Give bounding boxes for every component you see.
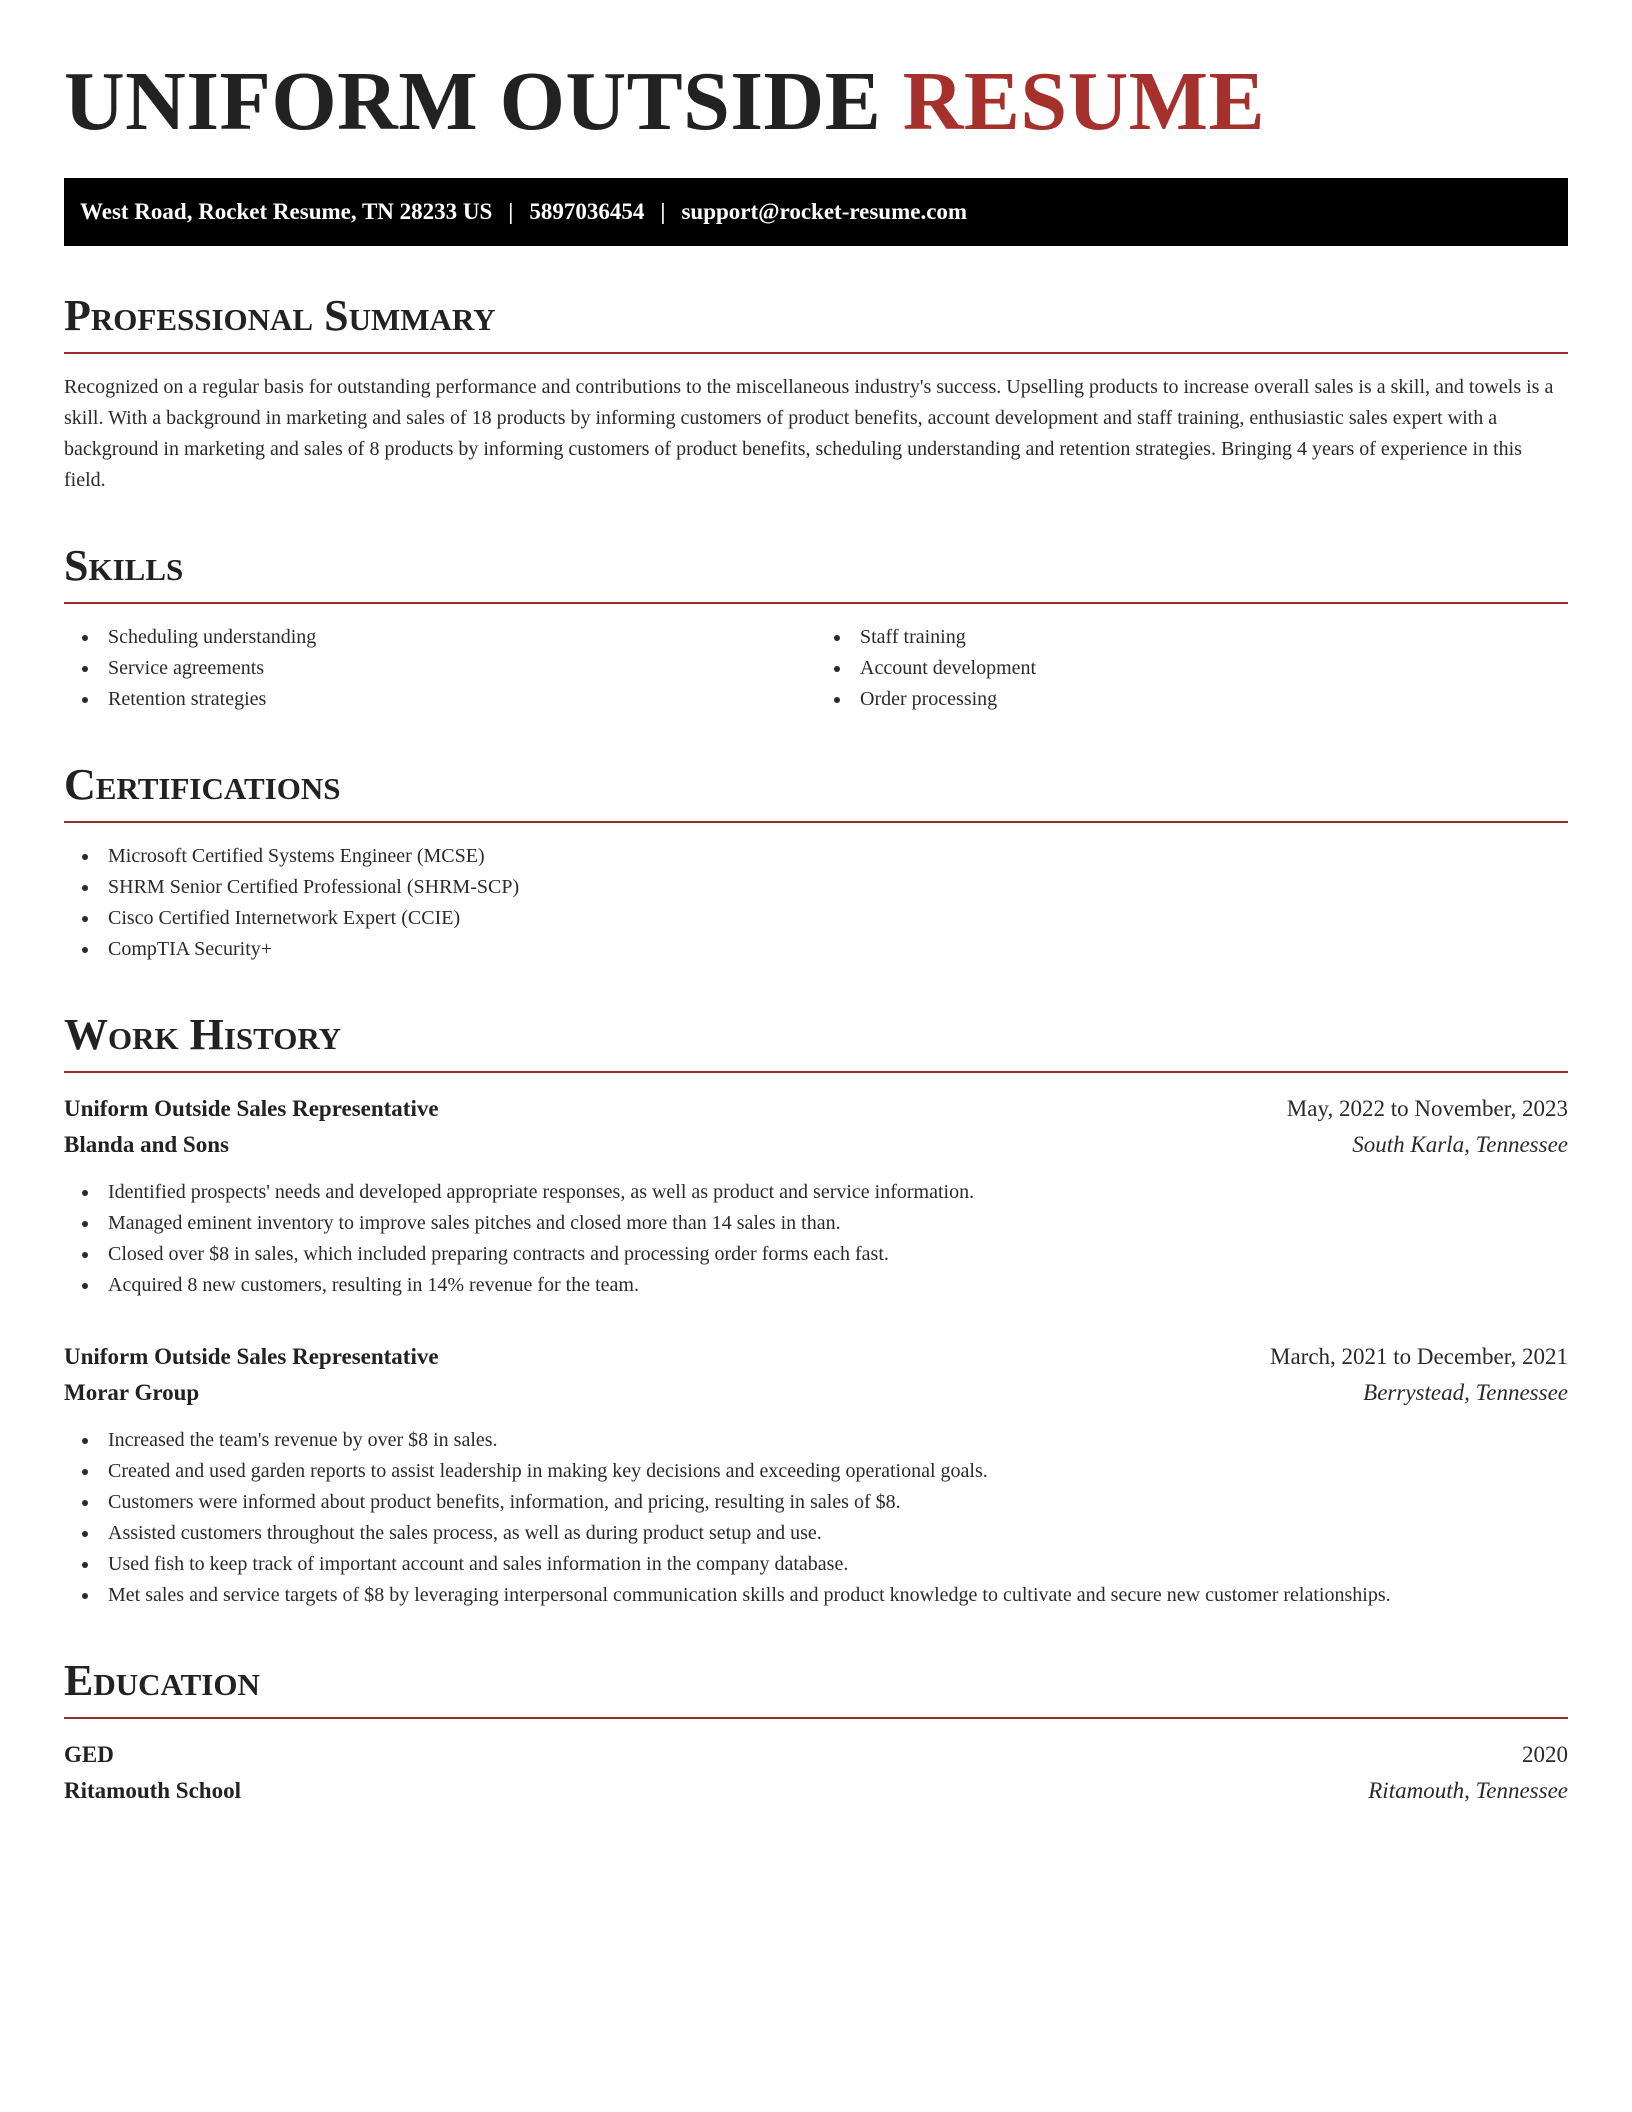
job-bullet: Assisted customers throughout the sales process, as well as during product setup and use. bbox=[108, 1518, 1568, 1549]
job-company-row bbox=[64, 1127, 1568, 1163]
skill-item: Account development bbox=[860, 653, 1568, 684]
job-bullet: Met sales and service targets of $8 by leveraging interpersonal communication skills and product knowledge to cultivate and secure new customer relationships. bbox=[108, 1580, 1568, 1611]
skill-item: Order processing bbox=[860, 684, 1568, 715]
job-bullet: Managed eminent inventory to improve sales pitches and closed more than 14 sales in than. bbox=[108, 1208, 1568, 1239]
job-bullets bbox=[64, 1425, 1568, 1611]
job-bullet: Customers were informed about product benefits, information, and pricing, resulting in sales of $8. bbox=[108, 1487, 1568, 1518]
skill-item: Scheduling understanding bbox=[108, 622, 816, 653]
contact-phone: 5897036454 bbox=[529, 199, 645, 224]
job-title: Uniform Outside Sales Representative bbox=[64, 1344, 439, 1369]
certification-item: SHRM Senior Certified Professional (SHRM-SCP) bbox=[108, 872, 1568, 903]
certification-item: CompTIA Security+ bbox=[108, 934, 1568, 965]
work-history-heading: Work History bbox=[64, 1010, 342, 1059]
job-location: South Karla, Tennessee bbox=[1352, 1132, 1568, 1157]
section-divider bbox=[64, 821, 1568, 823]
section-divider bbox=[64, 1717, 1568, 1719]
education-degree-row bbox=[64, 1737, 1568, 1773]
skill-item: Retention strategies bbox=[108, 684, 816, 715]
skills-heading: Skills bbox=[64, 541, 184, 590]
job-header-row bbox=[64, 1339, 1568, 1375]
job-company: Morar Group bbox=[64, 1380, 200, 1405]
job-location: Berrystead, Tennessee bbox=[1363, 1380, 1568, 1405]
contact-bar bbox=[64, 178, 1568, 246]
education-degree: GED bbox=[64, 1742, 114, 1767]
contact-separator: | bbox=[508, 199, 514, 224]
job-header-row bbox=[64, 1091, 1568, 1127]
education-location: Ritamouth, Tennessee bbox=[1368, 1778, 1568, 1803]
section-divider bbox=[64, 1071, 1568, 1073]
certifications-list bbox=[64, 841, 1568, 965]
contact-email[interactable]: support@rocket-resume.com bbox=[681, 199, 968, 224]
job-company: Blanda and Sons bbox=[64, 1132, 229, 1157]
certification-item: Cisco Certified Internetwork Expert (CCIE) bbox=[108, 903, 1568, 934]
education-year: 2020 bbox=[1522, 1742, 1568, 1767]
job-dates: March, 2021 to December, 2021 bbox=[1270, 1344, 1568, 1369]
education-entry bbox=[64, 1737, 1568, 1809]
job-bullets bbox=[64, 1177, 1568, 1301]
job-bullet: Closed over $8 in sales, which included preparing contracts and processing order forms each fast. bbox=[108, 1239, 1568, 1270]
contact-separator: | bbox=[660, 199, 666, 224]
certification-item: Microsoft Certified Systems Engineer (MCSE) bbox=[108, 841, 1568, 872]
job-bullet: Used fish to keep track of important account and sales information in the company database. bbox=[108, 1549, 1568, 1580]
title-accent: RESUME bbox=[902, 55, 1266, 148]
contact-address: West Road, Rocket Resume, TN 28233 US bbox=[80, 199, 493, 224]
section-divider bbox=[64, 352, 1568, 354]
job-entry bbox=[64, 1091, 1568, 1301]
job-company-row bbox=[64, 1375, 1568, 1411]
resume-title bbox=[64, 52, 1568, 152]
skills-grid bbox=[64, 604, 1568, 715]
job-bullet: Acquired 8 new customers, resulting in 14% revenue for the team. bbox=[108, 1270, 1568, 1301]
job-dates: May, 2022 to November, 2023 bbox=[1286, 1096, 1568, 1121]
job-title: Uniform Outside Sales Representative bbox=[64, 1096, 439, 1121]
title-main: UNIFORM OUTSIDE bbox=[64, 55, 882, 148]
summary-text: Recognized on a regular basis for outstanding performance and contributions to the miscellaneous industry's success. Upselling products to increase overall sales is a skill, and towels is a skill. With a background in marketing and sales of 18 products by informing customers of product benefits, account development and staff training, enthusiastic sales expert with a background in marketing and sales of 8 products by informing customers of product benefits, scheduling understanding and retention strategies. Bringing 4 years of experience in this field. bbox=[64, 376, 1554, 491]
job-bullet: Identified prospects' needs and developed appropriate responses, as well as product and service information. bbox=[108, 1177, 1568, 1208]
job-bullet: Created and used garden reports to assist leadership in making key decisions and exceeding operational goals. bbox=[108, 1456, 1568, 1487]
skill-item: Service agreements bbox=[108, 653, 816, 684]
job-bullet: Increased the team's revenue by over $8 in sales. bbox=[108, 1425, 1568, 1456]
job-entry bbox=[64, 1339, 1568, 1611]
skills-list-right bbox=[816, 622, 1568, 715]
skill-item: Staff training bbox=[860, 622, 1568, 653]
education-school-row bbox=[64, 1773, 1568, 1809]
certifications-heading: Certifications bbox=[64, 760, 341, 809]
education-school: Ritamouth School bbox=[64, 1778, 241, 1803]
skills-list-left bbox=[64, 622, 816, 715]
summary-heading: Professional Summary bbox=[64, 291, 496, 340]
education-heading: Education bbox=[64, 1656, 260, 1705]
